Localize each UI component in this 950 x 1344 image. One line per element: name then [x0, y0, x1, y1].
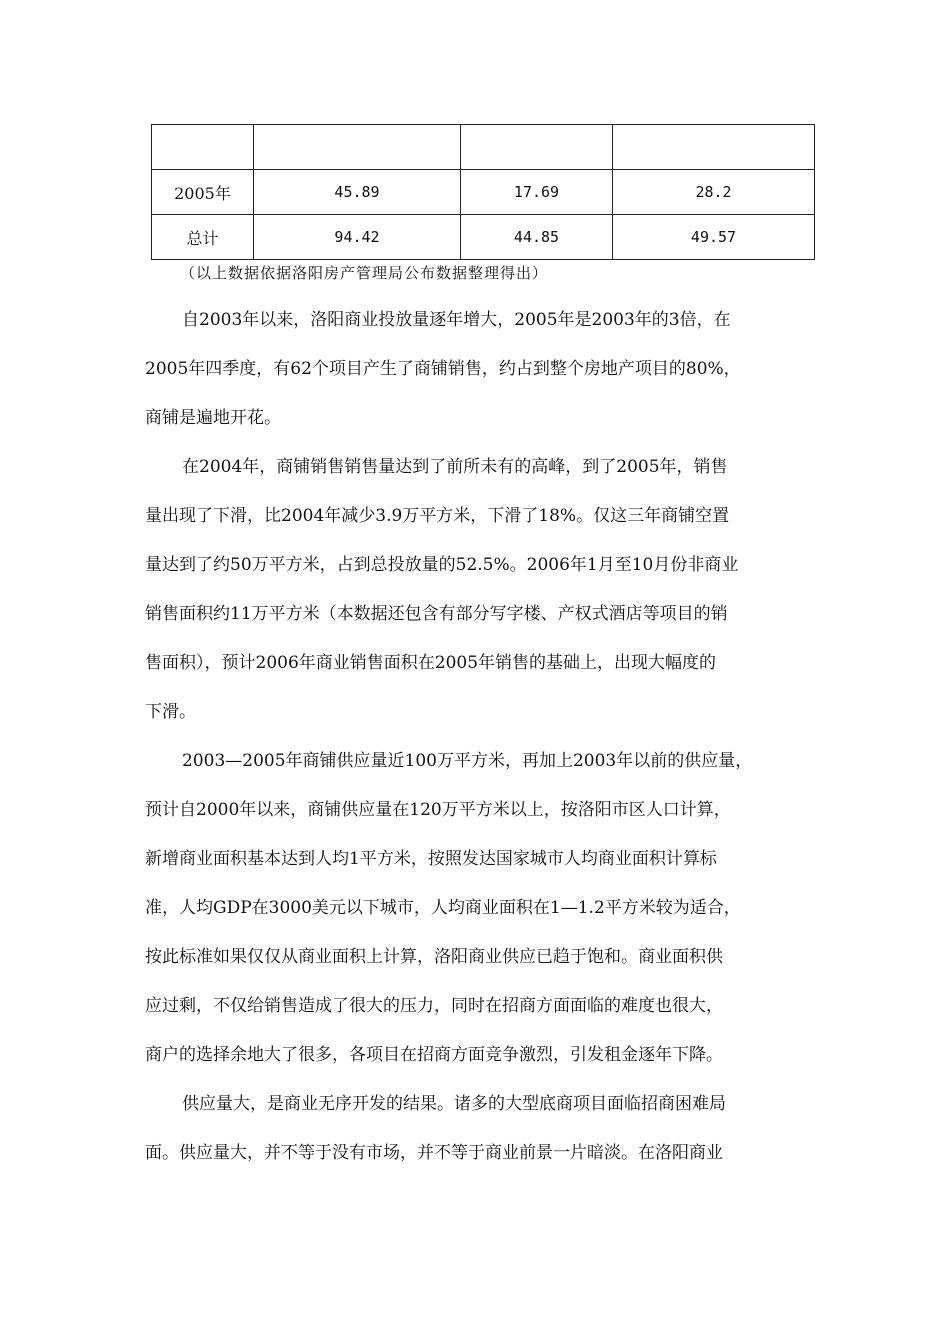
table-cell: 28.2 [613, 170, 815, 215]
table-cell [613, 125, 815, 170]
table-row [152, 170, 815, 215]
body-line: 预计自2000年以来，商铺供应量在120万平方米以上，按洛阳市区人口计算， [145, 800, 731, 820]
table-cell: 44.85 [461, 215, 613, 260]
table-cell [461, 125, 613, 170]
source-note: （以上数据依据洛阳房产管理局公布数据整理得出） [180, 264, 549, 282]
body-line: 供应量大，是商业无序开发的结果。诸多的大型底商项目面临招商困难局 [182, 1094, 726, 1114]
body-line: 2003—2005年商铺供应量近100万平方米，再加上2003年以前的供应量， [182, 751, 753, 771]
body-line: 应过剩，不仅给销售造成了很大的压力，同时在招商方面面临的难度也很大， [145, 996, 723, 1016]
body-line: 售面积），预计2006年商业销售面积在2005年销售的基础上，出现大幅度的 [145, 653, 717, 673]
body-line: 准，人均GDP在3000美元以下城市，人均商业面积在1—1.2平方米较为适合， [145, 898, 741, 918]
table-row [152, 125, 815, 170]
body-line: 下滑。 [145, 702, 196, 722]
table-cell: 45.89 [254, 170, 461, 215]
body-line: 量达到了约50万平方米，占到总投放量的52.5%。2006年1月至10月份非商业 [145, 555, 739, 575]
table-cell [152, 125, 254, 170]
body-line: 商铺是遍地开花。 [145, 408, 281, 428]
body-line: 销售面积约11万平方米（本数据还包含有部分写字楼、产权式酒店等项目的销 [145, 604, 728, 624]
table-row [152, 215, 815, 260]
body-line: 商户的选择余地大了很多，各项目在招商方面竞争激烈，引发租金逐年下降。 [145, 1045, 723, 1065]
body-line: 面。供应量大，并不等于没有市场，并不等于商业前景一片暗淡。在洛阳商业 [145, 1143, 723, 1163]
table-cell: 17.69 [461, 170, 613, 215]
body-line: 在2004年，商铺销售销售量达到了前所未有的高峰，到了2005年，销售 [182, 457, 728, 477]
body-line: 自2003年以来，洛阳商业投放量逐年增大，2005年是2003年的3倍，在 [182, 310, 731, 330]
body-line: 量出现了下滑，比2004年减少3.9万平方米，下滑了18%。仅这三年商铺空置 [145, 506, 730, 526]
body-line: 2005年四季度，有62个项目产生了商铺销售，约占到整个房地产项目的80%， [145, 359, 741, 379]
table-cell: 49.57 [613, 215, 815, 260]
table-cell: 94.42 [254, 215, 461, 260]
data-table [151, 124, 815, 260]
body-line: 新增商业面积基本达到人均1平方米，按照发达国家城市人均商业面积计算标 [145, 849, 717, 869]
body-line: 按此标准如果仅仅从商业面积上计算，洛阳商业供应已趋于饱和。商业面积供 [145, 947, 723, 967]
row-label-cell: 2005年 [152, 170, 254, 215]
table-cell [254, 125, 461, 170]
row-label-cell: 总计 [152, 215, 254, 260]
